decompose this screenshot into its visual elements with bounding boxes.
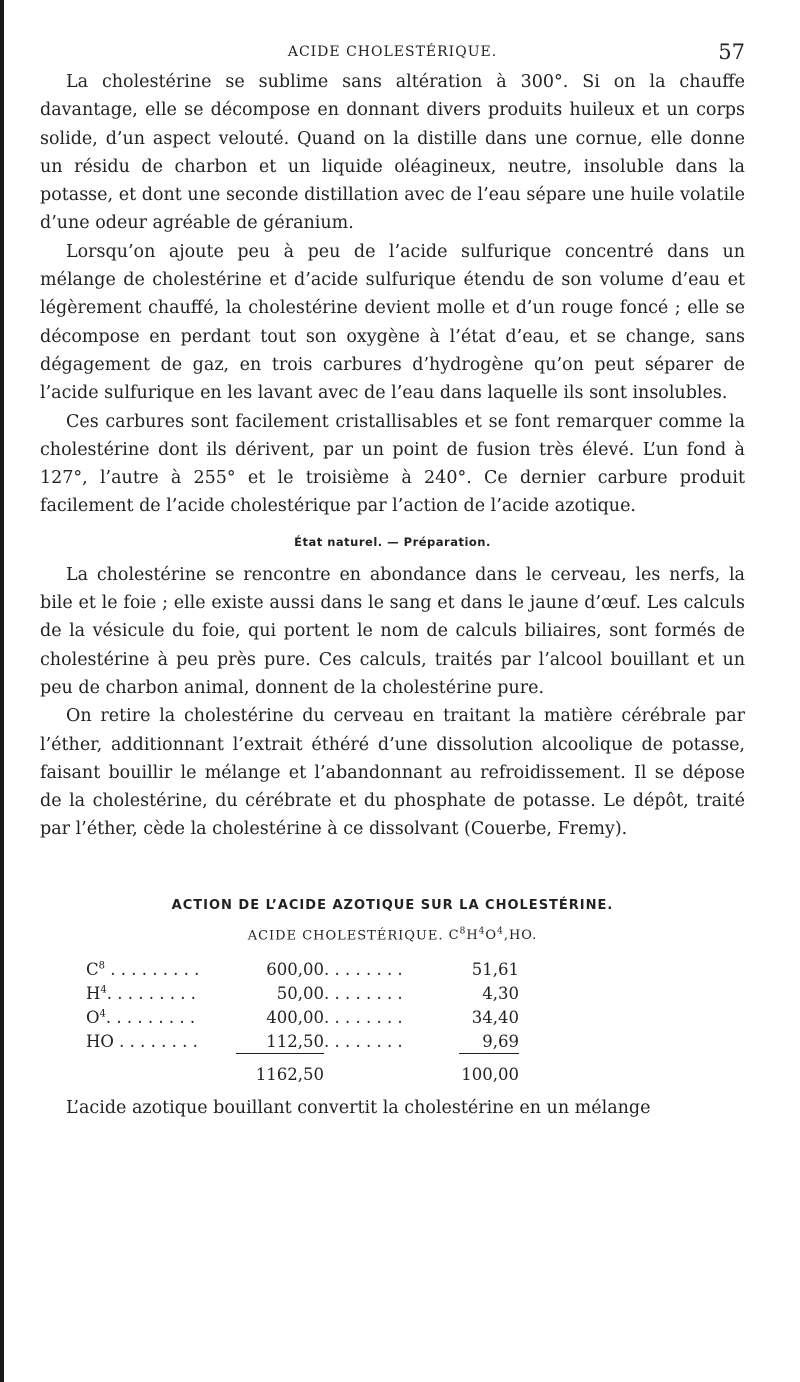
page-number: 57: [718, 40, 745, 64]
acid-formula-line: [40, 927, 745, 943]
table-row: [86, 1005, 519, 1029]
percent-cell: 34,40: [471, 1007, 519, 1027]
paragraph-extraction: On retire la cholestérine du cerveau en traitant la matière cérébrale par l’éther, additionnant l’extrait éthéré d’une dissolution alcoolique de potasse, faisant bouillir le mélange et l’abandonnant au refroidissement. Il se dépose de la cholestérine, du cérébrate et du phosphate de potasse. Le dépôt, traité par l’éther, cède la cholestérine à ce dissolvant (Couerbe, Fremy).: [40, 706, 745, 840]
leader-dots: . . . . . . . .: [324, 959, 403, 979]
binding-edge: [0, 0, 4, 1382]
paragraph-occurrence: La cholestérine se rencontre en abondance dans le cerveau, les nerfs, la bile et le foie ; elle existe aussi dans le sang et dans le jaune d’œuf. Les calculs de la vésicule du foie, qui portent le nom de calculs biliaires, sont formés de cholestérine à peu près pure. Ces calculs, traités par l’alcool bouillant et un peu de charbon animal, donnent de la cholestérine pure.: [40, 564, 745, 698]
total-mass: 1162,50: [236, 1054, 324, 1089]
paragraph-sulfuric-acid: Lorsqu’on ajoute peu à peu de l’acide sulfurique concentré dans un mélange de cholestérine et d’acide sulfurique étendu de son volume d’eau et légèrement chauffé, la cholestérine devient molle et d’un rouge foncé ; elle se décompose en perdant tout son oxygène à l’état d’eau, et se change, sans dégagement de gaz, en trois carbures d’hydrogène qu’on peut séparer de l’acide sulfurique en les lavant avec de l’eau dans laquelle ils sont insolubles.: [40, 241, 745, 404]
paragraph-nitric-acid: L’acide azotique bouillant convertit la cholestérine en un mélange: [66, 1098, 651, 1119]
mass-cell: 400,00: [266, 1007, 324, 1027]
acid-formula: $C^8H^4O^4,HO$.: [448, 926, 538, 944]
leader-dots: . . . . . . . .: [324, 1007, 403, 1027]
percent-cell: 51,61: [471, 959, 519, 979]
element-cell: $C^8$ . . . . . . . . .: [86, 959, 200, 979]
table-row: [86, 981, 519, 1005]
section-title: ACTION DE L’ACIDE AZOTIQUE SUR LA CHOLESTÉRINE.: [171, 897, 614, 913]
element-cell: $H^4$. . . . . . . . .: [86, 983, 196, 1003]
running-head-title: ACIDE CHOLESTÉRIQUE.: [287, 44, 498, 60]
table-row: [86, 957, 519, 981]
acid-name: ACIDE CHOLESTÉRIQUE.: [247, 928, 444, 944]
composition-table: [86, 957, 519, 1088]
running-head: [40, 40, 745, 68]
paragraph-sublimation: La cholestérine se sublime sans altération à 300°. Si on la chauffe davantage, elle se décompose en donnant divers produits huileux et un corps solide, d’un aspect velouté. Quand on la distille dans une cornue, elle donne un résidu de charbon et un liquide oléagineux, neutre, insoluble dans la potasse, et dont une seconde distillation avec de l’eau sépare une huile volatile d’une odeur agréable de géranium.: [40, 72, 745, 234]
table-row: [86, 1029, 519, 1054]
leader-dots: . . . . . . . .: [324, 1031, 403, 1051]
percent-cell: 9,69: [482, 1031, 519, 1051]
mass-cell: 50,00: [276, 983, 324, 1003]
mass-cell: 112,50: [266, 1031, 324, 1051]
element-cell: $O^4$. . . . . . . . .: [86, 1007, 196, 1027]
total-percent: 100,00: [459, 1054, 519, 1089]
subheading-natural-state: État naturel. — Préparation.: [294, 534, 491, 549]
book-page: [40, 40, 745, 1122]
mass-cell: 600,00: [266, 959, 324, 979]
total-row: [86, 1054, 519, 1089]
percent-cell: 4,30: [482, 983, 519, 1003]
paragraph-carbures: Ces carbures sont facilement cristallisables et se font remarquer comme la cholestérine dont ils dérivent, par un point de fusion très élevé. L’un fond à 127°, l’autre à 255° et le troisième à 240°. Ce dernier carbure produit facilement de l’acide cholestérique par l’action de l’acide azotique.: [40, 411, 745, 517]
leader-dots: . . . . . . . .: [324, 983, 403, 1003]
element-cell: HO . . . . . . . .: [86, 1031, 198, 1051]
